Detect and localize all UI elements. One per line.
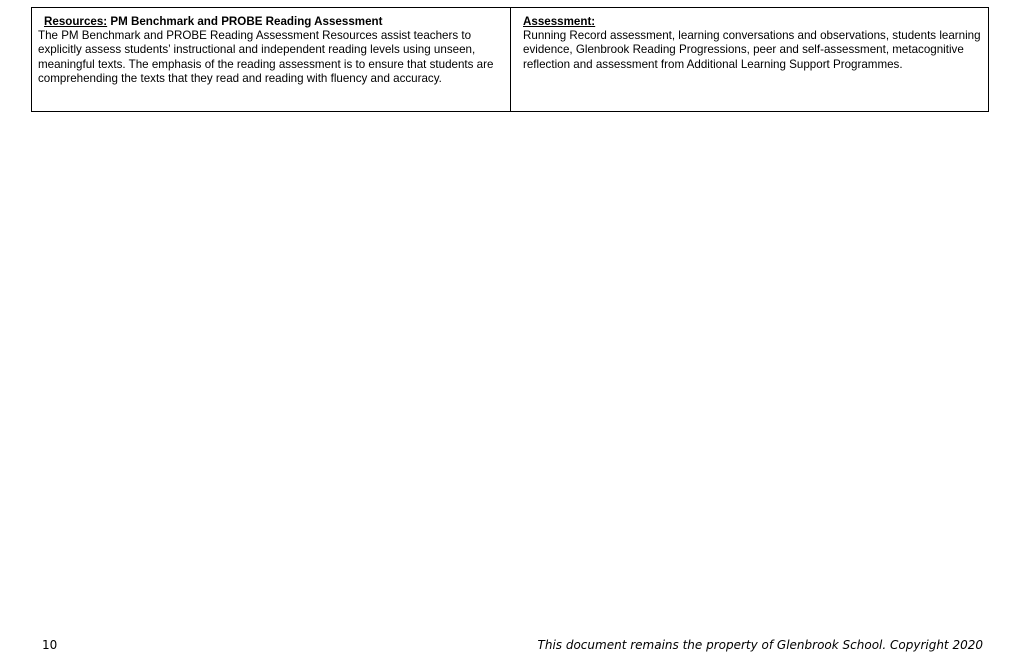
- info-table: [31, 7, 989, 112]
- resources-body: The PM Benchmark and PROBE Reading Assessment Resources assist teachers to explicitly assess students’ instructional and independent reading levels using unseen, meaningful texts. The emphasis of the reading assessment is to ensure that students are comprehending the texts that they read and reading with fluency and accuracy.: [38, 29, 494, 85]
- assessment-heading: [523, 15, 982, 29]
- copyright-note: This document remains the property of Glenbrook School. Copyright 2020: [537, 638, 983, 652]
- assessment-heading-label: Assessment:: [523, 15, 596, 28]
- resources-heading-title: PM Benchmark and PROBE Reading Assessment: [107, 15, 383, 28]
- assessment-body: Running Record assessment, learning conversations and observations, students learning evidence, Glenbrook Reading Progressions, peer and self-assessment, metacognitive reflection and assessment from Additional Learning Support Programmes.: [523, 29, 981, 71]
- resources-heading-label: Resources:: [44, 15, 108, 28]
- resources-cell: [32, 8, 511, 111]
- resources-heading: [38, 15, 504, 29]
- page-number: 10: [42, 638, 58, 652]
- assessment-cell: [511, 8, 988, 111]
